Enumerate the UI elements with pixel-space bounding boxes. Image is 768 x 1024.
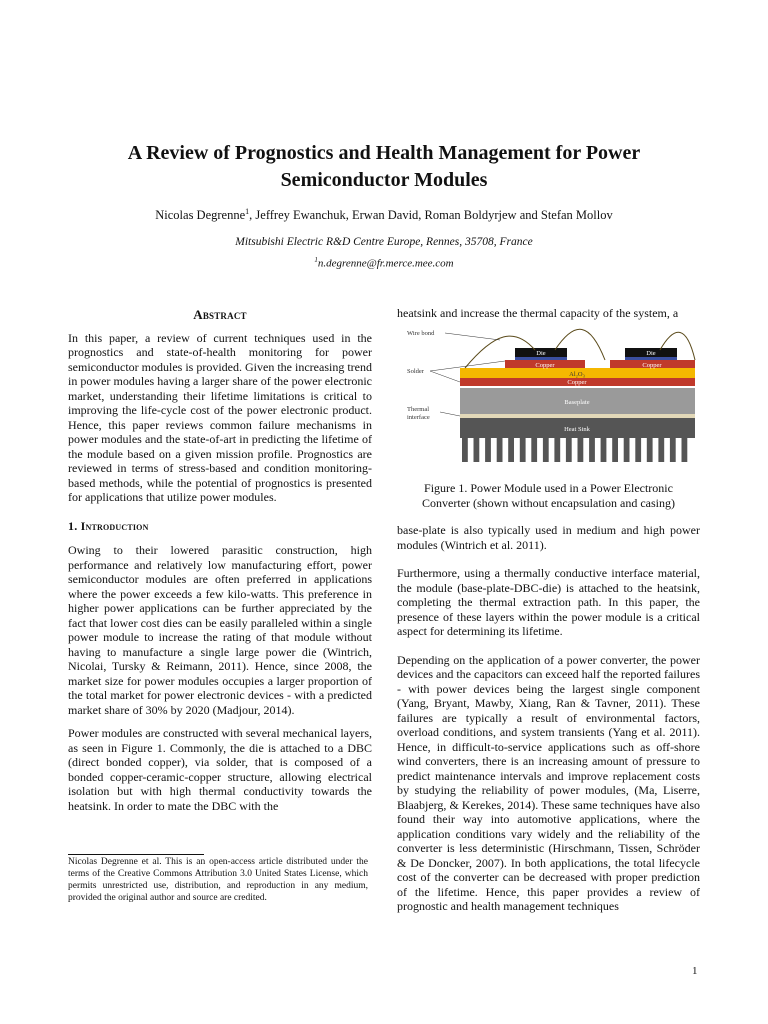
label-heatsink: Heat Sink bbox=[564, 426, 590, 433]
heatsink-fin bbox=[474, 438, 480, 462]
affiliation: Mitsubishi Electric R&D Centre Europe, Rennes, 35708, France bbox=[235, 236, 533, 248]
heatsink-fin bbox=[566, 438, 572, 462]
abstract-heading: Abstract bbox=[193, 307, 247, 322]
intro-paragraph-1: Owing to their lowered parasitic construction, high performance and relatively low manufacturing effort, power semiconductor modules are often preferred in applications where the power exceeds a few kilo-watts. This preference in higher power applications can be further appreciated by the fact that lower cost dies can be easily paralleled within a single power module to increase the rating of that module without having to manufacture a single large power die (Wintrich, Nicolai, Tursky & Reimann, 2011). Hence, since 2008, the market size for power modules occupies a larger proportion of the total market for power electronic devices - with a predicted market share of 30% by 2020 (Madjour, 2014). bbox=[68, 543, 372, 717]
author-list bbox=[0, 207, 768, 223]
license-footnote: Nicolas Degrenne et al. This is an open-access article distributed under the terms of the Creative Commons Attribution 3.0 United States License, which permits unrestricted use, distribution, and reproduction in any medium, provided the original author and source are credited. bbox=[68, 857, 368, 903]
heatsink-fin bbox=[601, 438, 607, 462]
power-module-figure bbox=[405, 322, 701, 466]
label-solder: Solder bbox=[407, 368, 424, 375]
label-ceramic: Al₂O₃ bbox=[569, 371, 585, 378]
heatsink-fin bbox=[647, 438, 653, 462]
left-column bbox=[68, 308, 372, 822]
intro-paragraph-2: Power modules are constructed with several mechanical layers, as seen in Figure 1. Commonly, the die is attached to a DBC (direct bonded copper), via solder, that is composed of a bonded copper-ceramic-copper structure, allowing electrical isolation but with high thermal conductivity towards the heatsink. In order to mate the DBC with the bbox=[68, 726, 372, 813]
footnote-rule bbox=[68, 854, 204, 855]
right-paragraph-furthermore: Furthermore, using a thermally conductive interface material, the module (base-plate-DBC-die) is attached to the heatsink, completing the thermal extraction path. In this paper, the presence of these layers within the power module is a critical aspect for determining its lifetime. bbox=[397, 566, 700, 638]
heatsink-fin bbox=[497, 438, 503, 462]
label-copper-bottom: Copper bbox=[567, 379, 587, 386]
label-die-right: Die bbox=[646, 350, 656, 357]
title-line-2: Semiconductor Modules bbox=[280, 169, 488, 191]
label-die-left: Die bbox=[536, 350, 546, 357]
right-paragraph-baseplate: base-plate is also typically used in medium and high power modules (Wintrich et al. 2011). bbox=[397, 523, 700, 552]
heatsink-fin bbox=[635, 438, 641, 462]
heatsink-fin bbox=[508, 438, 514, 462]
paper-title bbox=[0, 140, 768, 194]
page-number: 1 bbox=[692, 965, 698, 977]
heatsink-fin bbox=[462, 438, 468, 462]
heatsink-fin bbox=[658, 438, 664, 462]
first-author: Nicolas Degrenne bbox=[155, 208, 246, 223]
abstract-text: In this paper, a review of current techniques used in the prognostics and state-of-health monitoring for power semiconductor modules is provided. Given the increasing trend in power modules having a larger share of the power electronic market, understanding their lifetime limitations is critical to improving the life-cycle cost of the power electronic product. Hence, this paper reviews common failure mechanisms in power modules and the state-of-art in predicting the lifetime of the module based on a given mission profile. Prognostics are reviewed in terms of stress-based and condition monitoring-based methods, while the potential of prognostics is presented for applications that utilize power modules. bbox=[68, 330, 372, 504]
heatsink-fin bbox=[578, 438, 584, 462]
author-superscript: 1 bbox=[245, 207, 250, 216]
title-line-1: A Review of Prognostics and Health Management for Power bbox=[127, 142, 641, 164]
heatsink-fin bbox=[682, 438, 688, 462]
label-wire-bond: Wire bond bbox=[407, 330, 435, 337]
heatsink-fin bbox=[589, 438, 595, 462]
right-column-body bbox=[397, 523, 700, 923]
heatsink-fin bbox=[531, 438, 537, 462]
email-address: n.degrenne@fr.merce.mee.com bbox=[317, 257, 454, 270]
label-interface: interface bbox=[407, 414, 430, 421]
die-right-blue bbox=[625, 357, 677, 360]
caption-line-2: Converter (shown without encapsulation and casing) bbox=[422, 496, 675, 510]
label-thermal: Thermal bbox=[407, 406, 430, 413]
heatsink-fin bbox=[554, 438, 560, 462]
label-copper-left: Copper bbox=[535, 362, 555, 369]
caption-line-1: Figure 1. Power Module used in a Power Electronic bbox=[424, 481, 673, 495]
right-paragraph-depending: Depending on the application of a power converter, the power devices and the capacitors can exceed half the reported failures - with power devices being the largest single component (Yang, Bryant, Mawby, Xiang, Ran & Tavner, 2011). These failures are typically a result of environmental factors, overload conditions, and system transients (Yang et al. 2011). Hence, in difficult-to-service applications such as off-shore wind converters, there is an increasing amount of pressure to predict maintenance intervals and improve replacement costs by studying the reliability of power modules, (Ma, Liserre, Blaabjerg, & Kerekes, 2014). These same techniques have also found their way into automotive applications, where the application conditions vary widely and the reliability of the converter is less deterministic (Hirschmann, Tissen, Schröder & De Doncker, 2007). In both applications, the total lifecycle cost of the converter can be decreased with proper prediction of the lifetime. Hence, this paper provides a review of prognostic and health management techniques bbox=[397, 652, 700, 913]
heatsink-fin bbox=[485, 438, 491, 462]
introduction-heading: 1. Introduction bbox=[68, 518, 149, 533]
thermal-interface-layer bbox=[460, 414, 695, 418]
heatsink-fin bbox=[543, 438, 549, 462]
heatsink-fin bbox=[670, 438, 676, 462]
die-left-blue bbox=[515, 357, 567, 360]
right-top-line: heatsink and increase the thermal capacity of the system, a bbox=[397, 306, 679, 320]
label-copper-right: Copper bbox=[642, 362, 662, 369]
other-authors: , Jeffrey Ewanchuk, Erwan David, Roman Boldyrjew and Stefan Mollov bbox=[249, 208, 613, 223]
heatsink-fin bbox=[612, 438, 618, 462]
heatsink-fin bbox=[520, 438, 526, 462]
heatsink-fins bbox=[462, 438, 687, 462]
label-baseplate: Baseplate bbox=[564, 399, 590, 406]
heatsink-fin bbox=[624, 438, 630, 462]
email-superscript: 1 bbox=[314, 256, 318, 264]
contact-email bbox=[0, 256, 768, 270]
figure-caption bbox=[397, 481, 700, 511]
